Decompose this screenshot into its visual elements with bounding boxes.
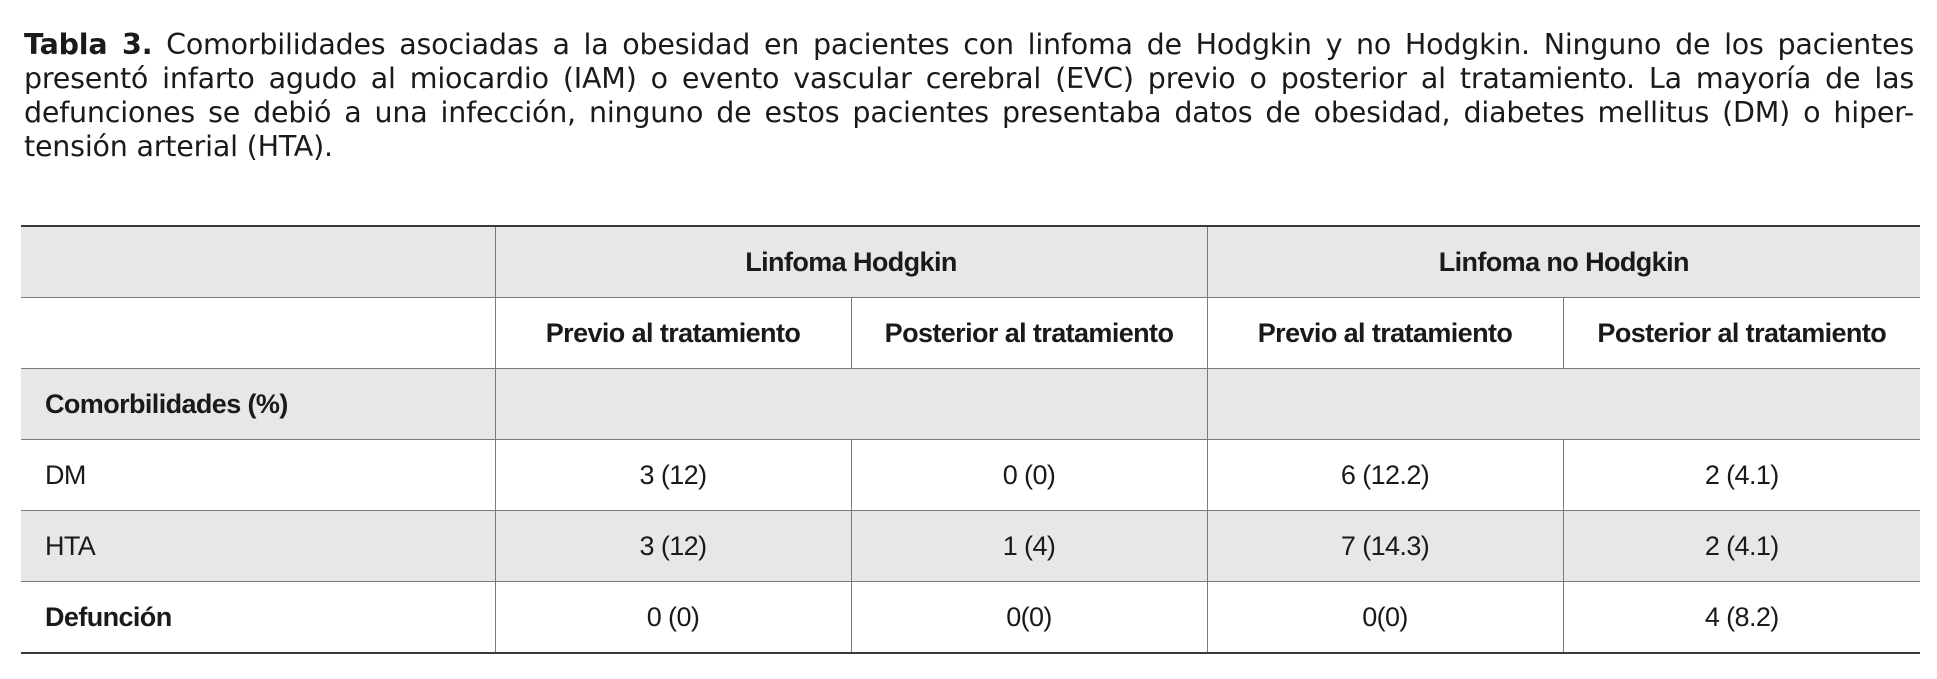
subheader-lnh-previo: Previo al tratamiento — [1207, 298, 1563, 369]
subheader-hl-posterior: Posterior al tratamiento — [851, 298, 1207, 369]
empty-header-cell — [21, 226, 495, 298]
comorbidities-table — [21, 225, 1920, 654]
table-cell: 3 (12) — [495, 511, 851, 582]
table-cell: 2 (4.1) — [1563, 511, 1920, 582]
group-header-row — [21, 226, 1920, 298]
subheader-lnh-posterior: Posterior al tratamiento — [1563, 298, 1920, 369]
row-label: DM — [21, 440, 495, 511]
table-cell: 1 (4) — [851, 511, 1207, 582]
table-cell: 4 (8.2) — [1563, 582, 1920, 654]
row-label: HTA — [21, 511, 495, 582]
table-caption — [24, 28, 1914, 164]
table-cell: 0(0) — [851, 582, 1207, 654]
table-cell: 0 (0) — [851, 440, 1207, 511]
section-label: Comorbilidades (%) — [21, 369, 495, 440]
table-row-defuncion — [21, 582, 1920, 654]
section-row — [21, 369, 1920, 440]
table-cell: 7 (14.3) — [1207, 511, 1563, 582]
table-cell: 2 (4.1) — [1563, 440, 1920, 511]
table-row-dm — [21, 440, 1920, 511]
caption-text: Comorbilidades asociadas a la obesidad en pacientes con linfoma de Hodgkin y no Hodgkin. Ninguno de los pacientes presentó infarto agudo al miocardio (IAM) o evento vascular cerebral (EVC) previo o posterior al tratamiento. La mayoría de las defunciones se debió a una infección, ninguno de estos pacientes presentaba datos de obesidad, diabetes mellitus (DM) o hiper-tensión arterial (HTA). — [24, 28, 1914, 163]
group-header-no-hodgkin: Linfoma no Hodgkin — [1207, 226, 1920, 298]
table-cell: 0 (0) — [495, 582, 851, 654]
empty-subheader-cell — [21, 298, 495, 369]
group-header-hodgkin: Linfoma Hodgkin — [495, 226, 1207, 298]
table-cell: 0(0) — [1207, 582, 1563, 654]
section-empty-cell-hodgkin — [495, 369, 1207, 440]
table-cell: 3 (12) — [495, 440, 851, 511]
subheader-hl-previo: Previo al tratamiento — [495, 298, 851, 369]
table-row-hta — [21, 511, 1920, 582]
caption-label: Tabla 3. — [24, 28, 153, 61]
table-cell: 6 (12.2) — [1207, 440, 1563, 511]
subheader-row — [21, 298, 1920, 369]
section-empty-cell-no-hodgkin — [1207, 369, 1920, 440]
row-label: Defunción — [21, 582, 495, 654]
